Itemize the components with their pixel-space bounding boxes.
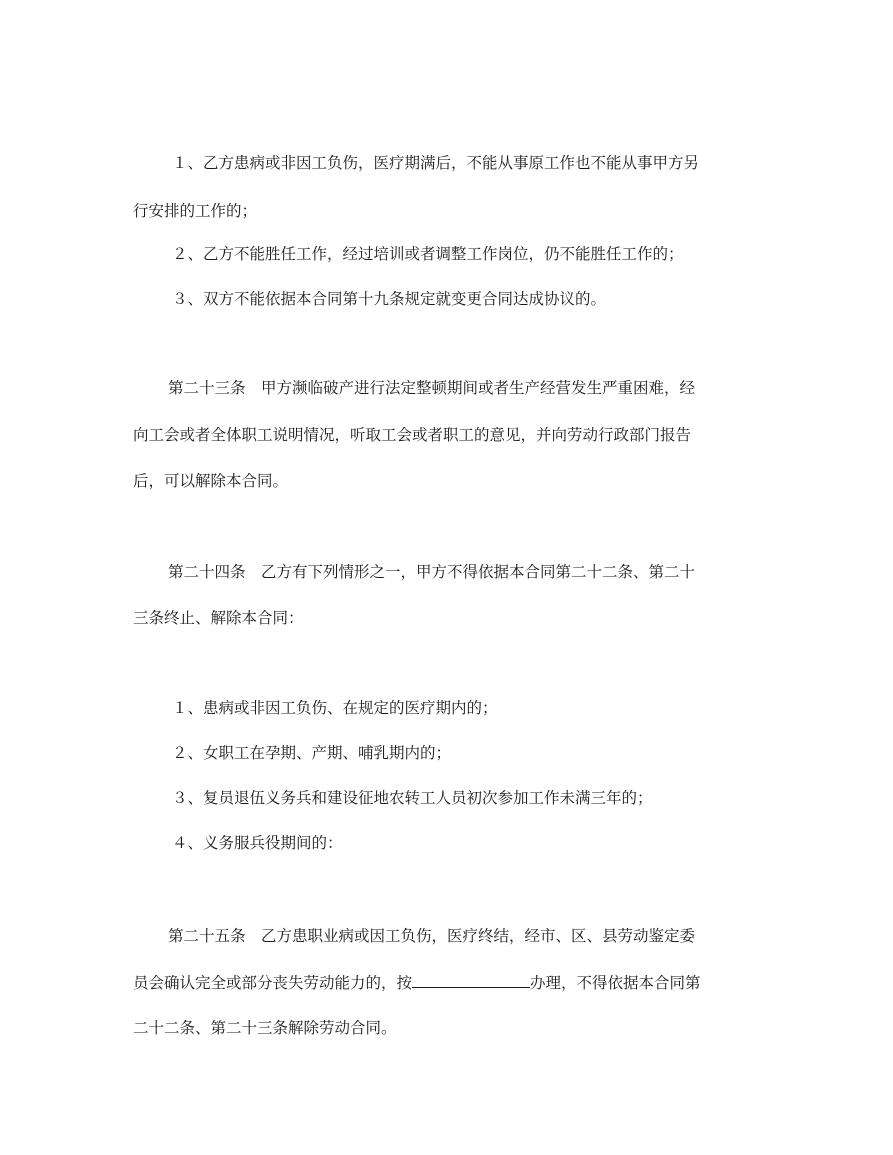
item-b-4: ４、义务服兵役期间的： <box>172 834 343 852</box>
article-25-text-after: 办理，不得依据本合同第 <box>530 974 701 992</box>
item-3: ３、双方不能依据本合同第十九条规定就变更合同达成协议的。 <box>172 290 607 308</box>
fill-in-blank <box>412 971 530 988</box>
article-25-line-3: 二十二条、第二十三条解除劳动合同。 <box>133 1019 397 1037</box>
item-2: ２、乙方不能胜任工作，经过培训或者调整工作岗位，仍不能胜任工作的； <box>172 245 684 263</box>
article-25-line-2 <box>0 971 893 994</box>
article-25-line-1: 第二十五条 乙方患职业病或因工负伤，医疗终结，经市、区、县劳动鉴定委 <box>168 927 696 945</box>
article-23-line-3: 后，可以解除本合同。 <box>133 472 289 490</box>
article-24-line-2: 三条终止、解除本合同： <box>133 609 304 627</box>
item-1-line-1: １、乙方患病或非因工负伤，医疗期满后，不能从事原工作也不能从事甲方另 <box>172 154 700 172</box>
item-b-1: １、患病或非因工负伤、在规定的医疗期内的； <box>172 699 498 717</box>
item-b-2: ２、女职工在孕期、产期、哺乳期内的； <box>172 744 452 762</box>
article-23-line-2: 向工会或者全体职工说明情况，听取工会或者职工的意见，并向劳动行政部门报告 <box>133 426 692 444</box>
article-23-line-1: 第二十三条 甲方濒临破产进行法定整顿期间或者生产经营发生严重困难，经 <box>168 379 696 397</box>
item-b-3: ３、复员退伍义务兵和建设征地农转工人员初次参加工作未满三年的； <box>172 789 653 807</box>
article-25-text-before: 员会确认完全或部分丧失劳动能力的，按 <box>133 974 413 992</box>
item-1-line-2: 行安排的工作的； <box>133 202 258 220</box>
article-24-line-1: 第二十四条 乙方有下列情形之一，甲方不得依据本合同第二十二条、第二十 <box>168 563 696 581</box>
